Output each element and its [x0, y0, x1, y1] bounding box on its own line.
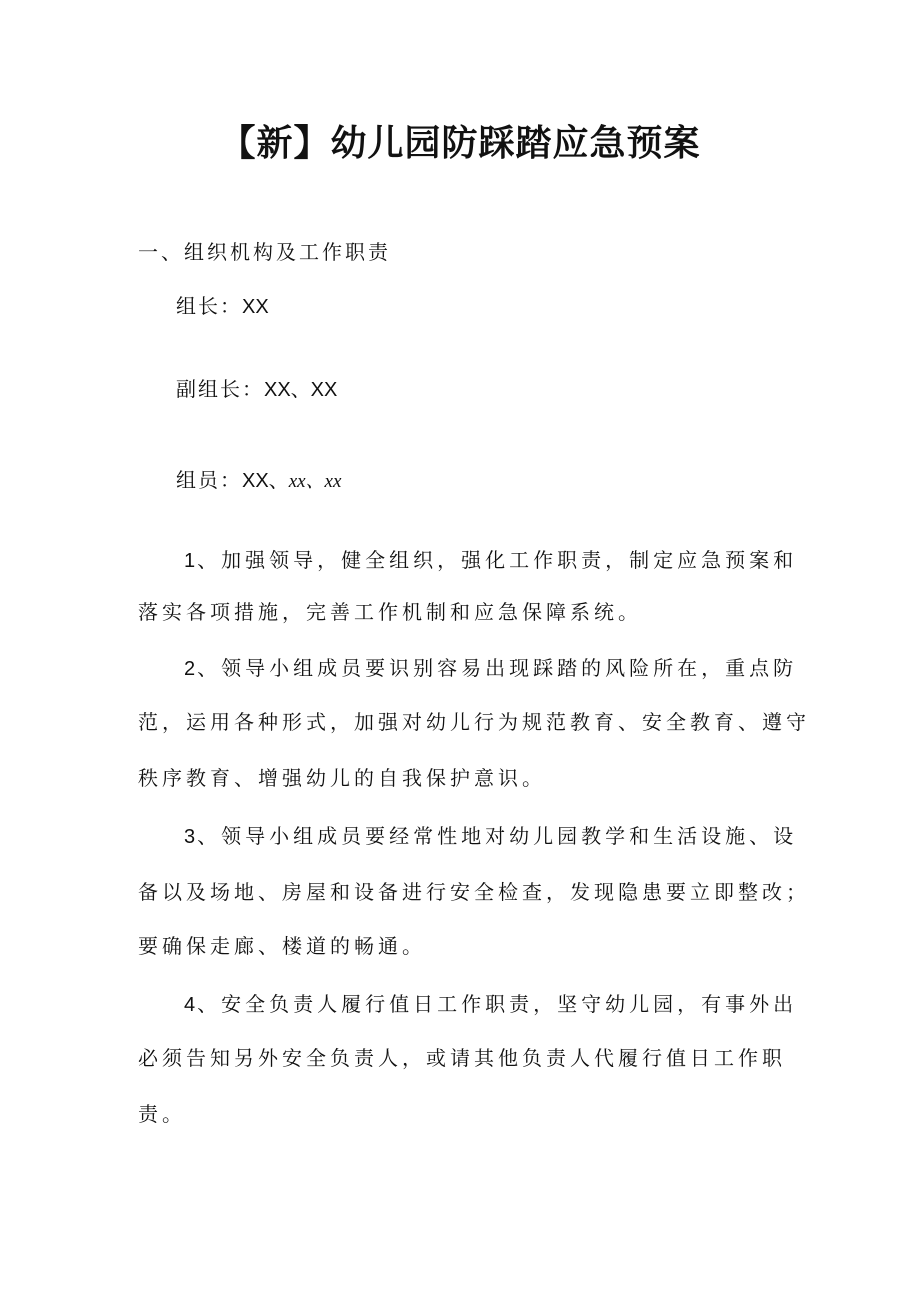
- item-4-number: 4: [184, 994, 198, 1016]
- members-value-primary: XX、: [242, 470, 289, 492]
- deputy-leader-line: [176, 373, 337, 406]
- item-2-line-1: [184, 652, 834, 685]
- document-title: 【新】幼儿园防踩踏应急预案: [219, 123, 701, 164]
- members-line: [176, 464, 341, 498]
- item-1-line-1: [184, 544, 834, 577]
- item-2-number: 2: [184, 658, 198, 680]
- members-label: 组员：: [176, 468, 242, 492]
- item-2-line-2: 范，运用各种形式，加强对幼儿行为规范教育、安全教育、遵守: [138, 710, 810, 734]
- deputy-leader-value: XX、XX: [264, 379, 338, 401]
- item-1-line-2: 落实各项措施，完善工作机制和应急保障系统。: [138, 600, 642, 624]
- item-4-line-1: [184, 988, 834, 1021]
- item-3-text-1: 、领导小组成员要经常性地对幼儿园教学和生活设施、设: [197, 824, 798, 848]
- deputy-leader-label: 副组长：: [176, 377, 264, 401]
- members-value-secondary: xx、xx: [288, 471, 342, 492]
- item-2-line-3: 秩序教育、增强幼儿的自我保护意识。: [138, 766, 546, 790]
- item-3-line-2: 备以及场地、房屋和设备进行安全检查，发现隐患要立即整改；: [138, 880, 810, 904]
- item-3-number: 3: [184, 826, 198, 848]
- item-3-line-1: [184, 820, 834, 853]
- leader-label: 组长：: [176, 294, 242, 318]
- leader-value: XX: [242, 296, 269, 318]
- item-1-text-1: 、加强领导，健全组织，强化工作职责，制定应急预案和: [197, 548, 798, 572]
- item-1-number: 1: [184, 550, 198, 572]
- item-4-line-2: 必须告知另外安全负责人，或请其他负责人代履行值日工作职: [138, 1046, 786, 1070]
- item-4-text-1: 、安全负责人履行值日工作职责，坚守幼儿园，有事外出: [197, 992, 798, 1016]
- leader-line: [176, 290, 269, 323]
- item-3-line-3: 要确保走廊、楼道的畅通。: [138, 934, 426, 958]
- item-2-text-1: 、领导小组成员要识别容易出现踩踏的风险所在，重点防: [197, 656, 798, 680]
- section-heading: 一、组织机构及工作职责: [138, 240, 391, 264]
- item-4-line-3: 责。: [138, 1102, 186, 1126]
